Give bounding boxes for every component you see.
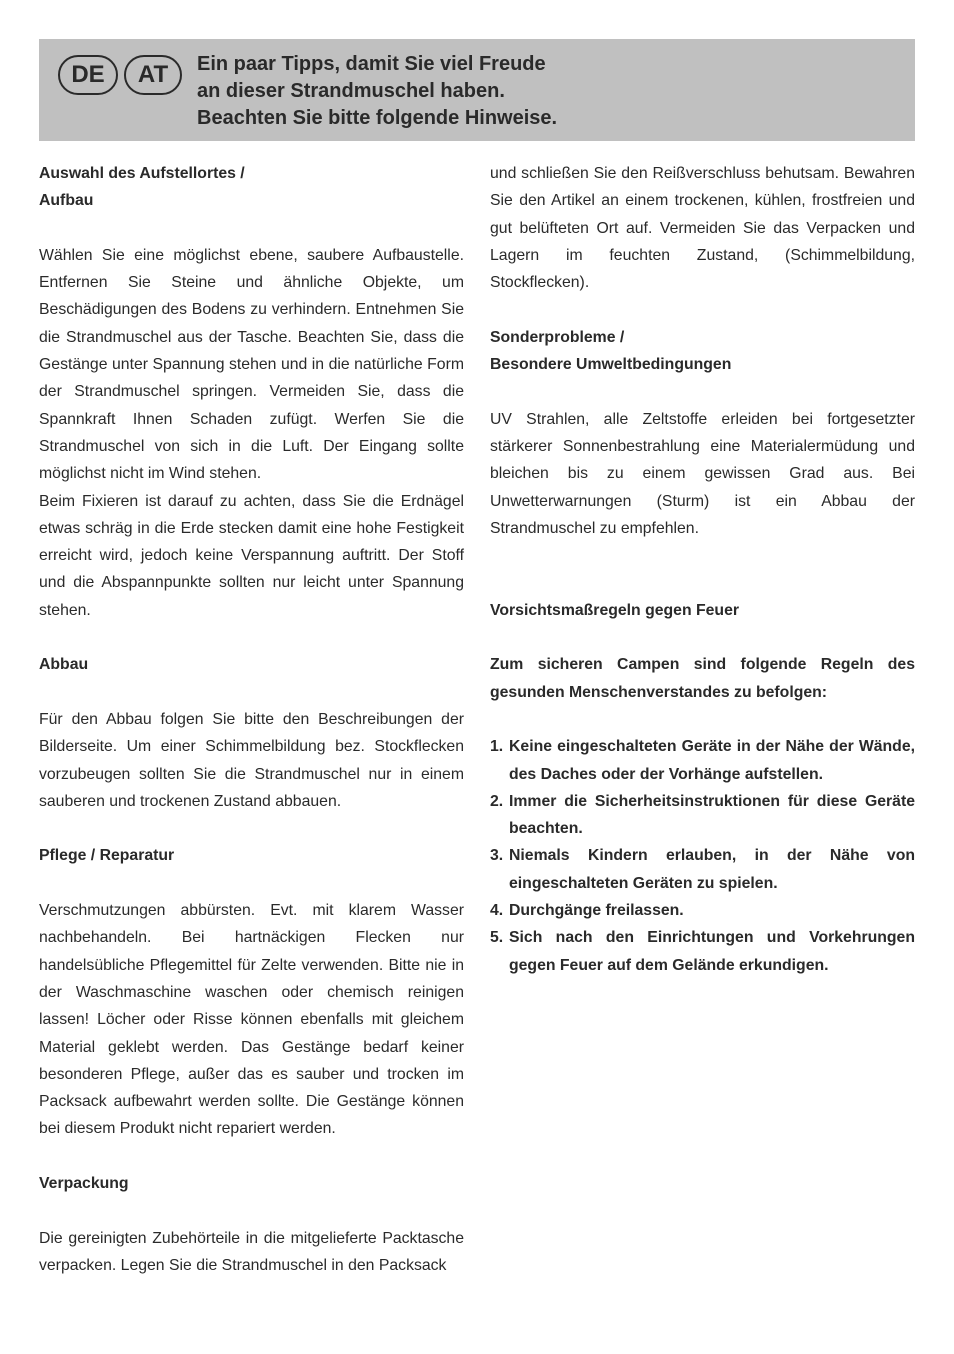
heading-line: Aufbau — [39, 192, 94, 210]
list-item — [490, 924, 915, 979]
list-text: Keine eingeschalteten Geräte in der Nähe der Wände, des Daches oder der Vorhänge aufstellen. — [509, 738, 915, 783]
page-title — [197, 51, 557, 132]
country-badge-at: AT — [124, 55, 182, 95]
section-heading-abbau: Abbau — [39, 656, 89, 674]
list-text: Immer die Sicherheitsinstruktionen für diese Geräte beachten. — [509, 792, 915, 838]
aufbau-paragraph-2: Beim Fixieren ist darauf zu achten, dass Sie die Erdnägel etwas schräg in die Erde stecken damit eine hohe Festigkeit erreicht wird, jedoch keine Verspannung auftritt. Der Stoff und die Abspannpunkte sollten nur leicht unter Spannung stehen. — [39, 492, 464, 619]
list-item — [490, 842, 915, 897]
heading-line: Sonderprobleme / — [490, 328, 625, 346]
section-heading-pflege: Pflege / Reparatur — [39, 847, 175, 865]
list-number: 4. — [490, 902, 504, 920]
header-banner — [39, 39, 915, 141]
list-item — [490, 733, 915, 788]
sonderprobleme-paragraph: UV Strahlen, alle Zeltstoffe erleiden bei fortgesetzter stärkerer Sonnenbestrahlung eine Materialermüdung und bleichen bis zu einem gewissen Grad aus. Bei Unwetterwarnungen (Sturm) ist ein Abbau der Strandmuschel zu empfehlen. — [490, 410, 915, 537]
list-item — [490, 897, 915, 924]
fire-rules-list — [490, 733, 915, 979]
section-heading-feuer: Vorsichtsmaßregeln gegen Feuer — [490, 601, 740, 619]
verpackung-continued-paragraph: und schließen Sie den Reißverschluss behutsam. Bewahren Sie den Artikel an einem trockenen, kühlen, frostfreien und gut belüfteten Ort auf. Vermeiden Sie das Verpacken und Lagern im feuchten Zustand, (Schimmelbildung, Stockflecken). — [490, 165, 915, 292]
abbau-paragraph: Für den Abbau folgen Sie bitte den Beschreibungen der Bilderseite. Um einer Schimmelbildung bez. Stockflecken vorzubeugen sollten Sie die Strandmuschel nur in einem sauberen und trockenen Zustand abbauen. — [39, 710, 464, 810]
list-number: 5. — [490, 929, 504, 947]
list-number: 3. — [490, 847, 504, 865]
feuer-intro: Zum sicheren Campen sind folgende Regeln des gesunden Menschenverstandes zu befolgen: — [490, 656, 915, 701]
pflege-paragraph: Verschmutzungen abbürsten. Evt. mit klarem Wasser nachbehandeln. Bei hartnäckigen Flecken nur handelsübliche Pflegemittel für Zelte verwenden. Bitte nie in der Waschmaschine waschen oder chemisch reinigen lassen! Löcher oder Risse können ebenfalls mit gleichem Material geklebt werden. Das Gestänge bedarf keiner besonderen Pflege, außer das es sauber und trocken im Packsack aufbewahrt werden sollte. Die Gestänge können bei diesem Produkt nicht repariert werden. — [39, 902, 464, 1138]
aufbau-paragraph-1: Wählen Sie eine möglichst ebene, saubere Aufbaustelle. Entfernen Sie Steine und ähnliche Objekte, um Beschädigungen des Bodens zu verhindern. Entnehmen Sie die Strandmuschel aus der Tasche. Beachten Sie, dass die Gestänge unter Spannung stehen und in die natürliche Form der Strandmuschel springen. Vermeiden Sie, dass die Spannkraft Ihnen Schaden zufügt. Werfen Sie die Strandmuschel von sich in die Luft. Der Eingang sollte möglichst nicht im Wind stehen. — [39, 246, 464, 483]
title-line: an dieser Strandmuschel haben. — [197, 80, 505, 102]
list-text: Niemals Kindern erlauben, in der Nähe von eingeschalteten Geräten zu spielen. — [509, 847, 915, 892]
heading-line: Besondere Umweltbedingungen — [490, 356, 732, 374]
title-line: Beachten Sie bitte folgende Hinweise. — [197, 107, 558, 129]
country-badge-de: DE — [58, 55, 118, 95]
verpackung-paragraph: Die gereinigten Zubehörteile in die mitgelieferte Packtasche verpacken. Legen Sie die Strandmuschel in den Packsack — [39, 1229, 464, 1274]
list-number: 2. — [490, 792, 504, 810]
list-text: Durchgänge freilassen. — [509, 902, 684, 920]
section-heading-sonderprobleme — [490, 324, 915, 379]
list-number: 1. — [490, 738, 504, 756]
section-heading-aufbau — [39, 160, 464, 215]
heading-line: Auswahl des Aufstellortes / — [39, 165, 245, 182]
left-column — [39, 160, 464, 1279]
title-line: Ein paar Tipps, damit Sie viel Freude — [197, 53, 546, 75]
right-column — [490, 160, 915, 979]
section-heading-verpackung: Verpackung — [39, 1174, 129, 1192]
list-item — [490, 788, 915, 843]
list-text: Sich nach den Einrichtungen und Vorkehrungen gegen Feuer auf dem Gelände erkundigen. — [509, 929, 915, 974]
